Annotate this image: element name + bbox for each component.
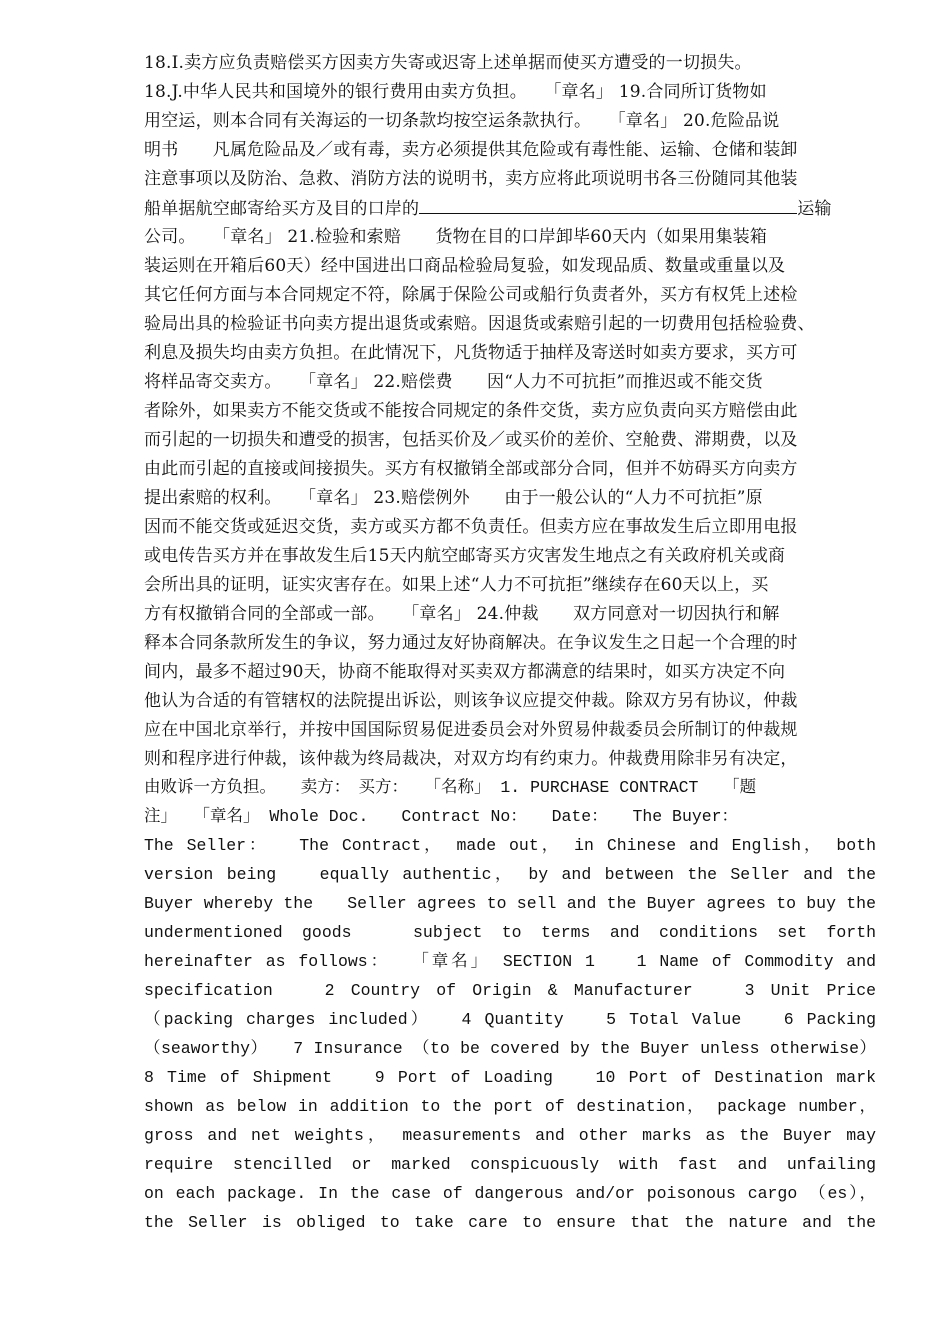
text-line-with-blank: [144, 197, 876, 221]
text-segment: 船单据航空邮寄给买方及目的口岸的: [144, 199, 420, 219]
text-line: 提出索赔的权利。 「章名」 23.赔偿例外 由于一般公认的“人力不可抗拒”原: [144, 488, 763, 508]
text-line: shown as below in addition to the port of destination， package number，: [144, 1097, 876, 1116]
text-line: 注」 「章名」 Whole Doc. Contract No： Date： The Buyer：: [144, 807, 739, 826]
text-line: The Seller： The Contract， made out， in Chinese and English， both: [144, 836, 876, 855]
text-line: the Seller is obliged to take care to ensure that the nature and the: [144, 1213, 876, 1232]
text-line: on each package. In the case of dangerous and/or poisonous cargo （es），: [144, 1184, 876, 1203]
text-line: hereinafter as follows： 「章名」 SECTION 1 1 Name of Commodity and: [144, 952, 876, 971]
text-line: version being equally authentic， by and between the Seller and the: [144, 865, 876, 884]
text-line: 18.J.中华人民共和国境外的银行费用由卖方负担。 「章名」 19.合同所订货物如: [144, 82, 767, 102]
text-line: 8 Time of Shipment 9 Port of Loading 10 Port of Destination mark: [144, 1068, 876, 1087]
text-line: 由此而引起的直接或间接损失。买方有权撤销全部或部分合同，但并不妨碍买方向卖方: [144, 459, 798, 479]
text-line: 验局出具的检验证书向卖方提出退货或索赔。因退货或索赔引起的一切费用包括检验费、: [144, 314, 815, 334]
text-line: undermentioned goods subject to terms and conditions set forth: [144, 923, 876, 942]
text-line: 而引起的一切损失和遭受的损害，包括买价及／或买价的差价、空舱费、滞期费，以及: [144, 430, 798, 450]
text-segment: 运输: [797, 199, 832, 219]
text-line: 明书 凡属危险品及／或有毒，卖方必须提供其危险或有毒性能、运输、仓储和装卸: [144, 140, 798, 160]
text-line: （packing charges included） 4 Quantity 5 Total Value 6 Packing: [144, 1010, 876, 1029]
text-line: 他认为合适的有管辖权的法院提出诉讼，则该争议应提交仲裁。除双方另有协议，仲裁: [144, 691, 798, 711]
text-line: （seaworthy） 7 Insurance （to be covered by the Buyer unless otherwise）: [144, 1039, 876, 1058]
text-line: specification 2 Country of Origin & Manufacturer 3 Unit Price: [144, 981, 876, 1000]
text-line: 或电传告买方并在事故发生后15天内航空邮寄买方灾害发生地点之有关政府机关或商: [144, 546, 786, 566]
text-line: 会所出具的证明，证实灾害存在。如果上述“人力不可抗拒”继续存在60天以上，买: [144, 575, 769, 595]
text-line: 公司。 「章名」 21.检验和索赔 货物在目的口岸卸毕60天内（如果用集装箱: [144, 227, 768, 247]
text-line: 利息及损失均由卖方负担。在此情况下，凡货物适于抽样及寄送时如卖方要求，买方可: [144, 343, 798, 363]
text-line: 应在中国北京举行，并按中国国际贸易促进委员会对外贸易仲裁委员会所制订的仲裁规: [144, 720, 798, 740]
fill-in-blank: [419, 197, 797, 214]
text-line: 注意事项以及防治、急救、消防方法的说明书，卖方应将此项说明书各三份随同其他装: [144, 169, 798, 189]
text-line: 将样品寄交卖方。 「章名」 22.赔偿费 因“人力不可抗拒”而推迟或不能交货: [144, 372, 763, 392]
text-line: gross and net weights， measurements and other marks as the Buyer may: [144, 1126, 876, 1145]
text-line: 者除外，如果卖方不能交货或不能按合同规定的条件交货，卖方应负责向买方赔偿由此: [144, 401, 798, 421]
text-line: 装运则在开箱后60天）经中国进出口商品检验局复验，如发现品质、数量或重量以及: [144, 256, 786, 276]
text-line: 由败诉一方负担。 卖方： 买方： 「名称」 1. PURCHASE CONTRACT 「题: [144, 778, 757, 797]
text-line: 间内，最多不超过90天，协商不能取得对买卖双方都满意的结果时，如买方决定不向: [144, 662, 786, 682]
text-line: Buyer whereby the Seller agrees to sell and the Buyer agrees to buy the: [144, 894, 876, 913]
text-line: 方有权撤销合同的全部或一部。 「章名」 24.仲裁 双方同意对一切因执行和解: [144, 604, 780, 624]
text-line: 18.I.卖方应负责赔偿买方因卖方失寄或迟寄上述单据而使买方遭受的一切损失。: [144, 53, 752, 73]
text-line: 其它任何方面与本合同规定不符，除属于保险公司或船行负责者外，买方有权凭上述检: [144, 285, 798, 305]
text-line: 则和程序进行仲裁，该仲裁为终局裁决，对双方均有约束力。仲裁费用除非另有决定，: [144, 749, 798, 769]
text-line: 释本合同条款所发生的争议，努力通过友好协商解决。在争议发生之日起一个合理的时: [144, 633, 798, 653]
text-line: require stencilled or marked conspicuously with fast and unfailing: [144, 1155, 876, 1174]
text-line: 用空运，则本合同有关海运的一切条款均按空运条款执行。 「章名」 20.危险品说: [144, 111, 780, 131]
text-line: 因而不能交货或延迟交货，卖方或买方都不负责任。但卖方应在事故发生后立即用电报: [144, 517, 798, 537]
